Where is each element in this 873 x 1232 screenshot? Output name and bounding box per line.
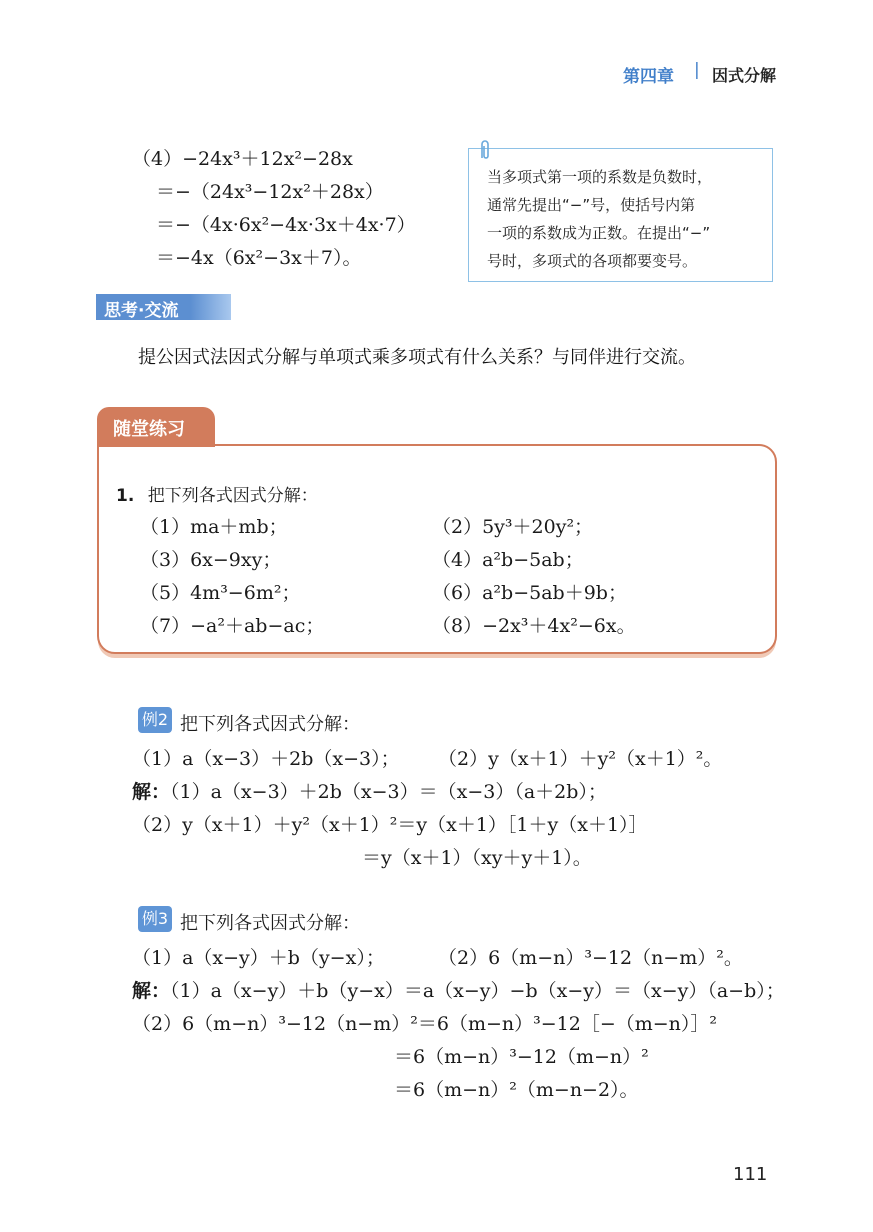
example2-solution2: （2）y（x＋1）＋y²（x＋1）²＝y（x＋1）［1＋y（x＋1）］ [132,814,648,836]
paperclip-icon [478,138,492,162]
example3-problem2: （2）6（m−n）³−12（n−m）²。 [438,947,743,969]
example2-problem2: （2）y（x＋1）＋y²（x＋1）²。 [438,748,723,770]
question-text: 把下列各式因式分解： [147,486,318,506]
practice-item: （1）ma＋mb； [140,516,288,538]
tip-note-box [468,148,773,282]
example3-tag: 例3 [138,906,172,932]
example4-line4: ＝−4x（6x²−3x＋7）。 [156,247,362,269]
practice-item: （3）6x−9xy； [140,549,282,571]
practice-item: （2）5y³＋20y²； [432,516,594,538]
solution-text: （1）a（x−y）＋b（y−x）＝a（x−y）−b（x−y）＝（x−y）（a−b）； [170,980,785,1002]
note-line: 通常先提出“−”号，使括号内第 [487,196,696,214]
example2-solution1 [132,777,607,804]
practice-tab [97,407,215,447]
example4-line3: ＝−（4x·6x²−4x·3x＋4x·7） [156,214,416,236]
solution-label: 解： [132,980,171,1002]
chapter-title: 因式分解 [712,66,777,85]
think-question: 提公因式法因式分解与单项式乘多项式有什么关系？与同伴进行交流。 [138,347,696,368]
example4-line2: ＝−（24x³−12x²＋28x） [156,181,384,203]
think-banner [96,294,231,320]
practice-item: （6）a²b−5ab＋9b； [432,582,627,604]
note-line: 号时，多项式的各项都要变号。 [487,252,698,270]
example4-line1: （4）−24x³＋12x²−28x [132,148,353,170]
practice-item: （4）a²b−5ab； [432,549,584,571]
example3-solution3: ＝6（m−n）³−12（m−n）² [394,1046,649,1068]
example3-solution1 [132,976,785,1003]
practice-item: （5）4m³−6m²； [140,582,301,604]
header-separator: | [694,60,700,80]
solution-text: （1）a（x−3）＋2b（x−3）＝（x−3）（a＋2b）； [170,781,607,803]
example2-solution3: ＝y（x＋1）（xy＋y＋1）。 [362,847,592,869]
example3-solution4: ＝6（m−n）²（m−n−2）。 [394,1079,639,1101]
example3-title: 把下列各式因式分解： [180,913,360,934]
example3-problem1: （1）a（x−y）＋b（y−x）； [132,947,385,969]
example3-solution2: （2）6（m−n）³−12（n−m）²＝6（m−n）³−12［−（m−n）］² [132,1013,718,1035]
example2-tag: 例2 [138,707,172,733]
note-line: 一项的系数成为正数。在提出“−” [487,224,711,242]
page-number: 111 [733,1164,768,1185]
practice-question [116,481,318,506]
note-line: 当多项式第一项的系数是负数时， [487,168,713,186]
think-banner-label: 思考·交流 [104,301,179,321]
practice-tab-label: 随堂练习 [113,419,185,440]
practice-item: （7）−a²＋ab−ac； [140,615,325,637]
question-number: 1. [116,486,135,506]
example2-title: 把下列各式因式分解： [180,714,360,735]
practice-item: （8）−2x³＋4x²−6x。 [432,615,636,637]
solution-label: 解： [132,781,171,803]
example2-problem1: （1）a（x−3）＋2b（x−3）； [132,748,400,770]
chapter-label: 第四章 [623,67,674,87]
